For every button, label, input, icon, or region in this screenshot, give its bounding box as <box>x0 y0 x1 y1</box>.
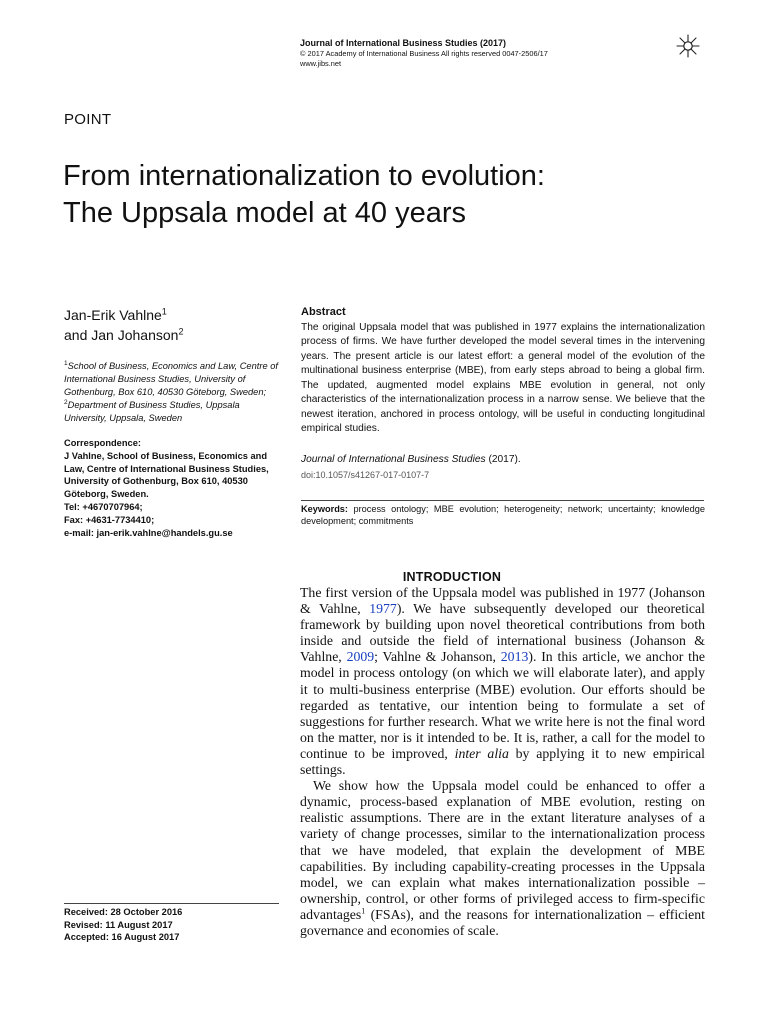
journal-header <box>300 38 660 68</box>
keywords-divider <box>301 500 704 501</box>
intro-p1-italic: inter alia <box>454 745 509 761</box>
article-dates <box>64 906 182 944</box>
intro-p1-text-e: by applying it to new empirical settings. <box>300 745 705 778</box>
intro-p1-text-b: ). We have subsequently developed our theoretical framework by building upon novel theoretical contributions from both inside and outside the field of international business (Johanson & Vahlne, <box>300 601 705 665</box>
affiliations <box>64 360 284 424</box>
reference-link-2009[interactable]: 2009 <box>346 649 375 665</box>
intro-p2-text-b: (FSAs), and the reasons for internationalization – efficient governance and economies of scale. <box>300 906 705 938</box>
affiliation-1-text: School of Business, Economics and Law, Centre of International Business Studies, University of Gothenburg, Box 610, 40530 Göteborg, Sweden; <box>64 361 278 397</box>
author-1-affiliation-mark: 1 <box>161 306 167 317</box>
intro-p2-text-a: We show how the Uppsala model could be enhanced to offer a dynamic, process-based explanation of MBE evolution, resting on realistic assumptions. There are in the extant literature analyses of a variety of change processes, similar to the internationalization process that we have modeled, that explain the development of MBE capabilities. By including capability-creating processes in the Uppsala model, we can explain what makes internationalization possible – ownership, control, or other forms of privileged access to firm-specific advantages <box>300 778 705 922</box>
intro-p1-text-a: The first version of the Uppsala model was published in 1977 (Johanson & Vahlne, <box>300 585 705 617</box>
abstract-heading: Abstract <box>301 306 346 318</box>
abstract-text: The original Uppsala model that was published in 1977 explains the internationalization process of firms. We have further developed the model several times in the intervening years. The present article is our latest effort: a general model of the evolution of the multinational business enterprise (MBE), from early steps abroad to being a global firm. The updated, augmented model explains MBE evolution in general, not only characteristics of the internationalization process in a narrow sense. We believe that the newest iteration, anchored in process ontology, will be useful in conducting longitudinal empirical studies. <box>301 322 705 435</box>
keywords-list: process ontology; MBE evolution; heterogeneity; network; uncertainty; knowledge development; commitments <box>301 504 705 526</box>
author-1-name: Jan-Erik Vahlne <box>64 307 162 323</box>
accepted-date: Accepted: 16 August 2017 <box>64 932 180 943</box>
footnote-1-mark[interactable]: 1 <box>361 906 366 916</box>
title-line-1: From internationalization to evolution: <box>63 160 545 192</box>
citation-year: (2017). <box>485 454 521 465</box>
doi-link[interactable]: doi:10.1057/s41267-017-0107-7 <box>301 470 430 480</box>
correspondence-fax: Fax: +4631-7734410; <box>64 514 155 525</box>
keywords-label: Keywords: <box>301 504 348 514</box>
intro-p1-text-d: ). In this article, we anchor the model in process ontology (on which we will elaborate later), and apply it to multi-business enterprise (MBE) evolution. Our efforts should be regarded as tentative, our intention being to formulate a set of suggestions for further research. What we write here is not the final word on the matter, nor is it intended to be. It is, rather, a call for the model to continue to be improved, <box>300 649 705 761</box>
keywords <box>301 504 705 528</box>
correspondence-tel: Tel: +4670707964; <box>64 502 143 513</box>
affiliation-2-mark: 2 <box>64 398 68 406</box>
intro-paragraph-1 <box>300 585 705 778</box>
jibs-burst-logo-icon <box>676 34 700 58</box>
reference-link-2013[interactable]: 2013 <box>500 649 529 665</box>
introduction-heading: INTRODUCTION <box>402 570 502 584</box>
journal-name: Journal of International Business Studies (2017) <box>300 38 507 48</box>
correspondence-heading: Correspondence: <box>64 438 141 448</box>
affiliation-2-text: Department of Business Studies, Uppsala University, Uppsala, Sweden <box>64 399 240 423</box>
intro-paragraph-2 <box>300 778 705 939</box>
author-2-affiliation-mark: 2 <box>178 326 184 337</box>
copyright-line: © 2017 Academy of International Business All rights reserved 0047-2506/17 <box>300 49 548 59</box>
introduction-body <box>300 585 705 939</box>
correspondence-email-link[interactable]: e-mail: jan-erik.vahlne@handels.gu.se <box>64 527 233 538</box>
abstract-citation <box>301 454 521 465</box>
dates-divider <box>64 903 279 904</box>
correspondence-address: J Vahlne, School of Business, Economics and Law, Centre of International Business Studies, University of Gothenburg, Box 610, 40530 Göteborg, Sweden. <box>64 450 269 500</box>
received-date: Received: 28 October 2016 <box>64 907 183 917</box>
citation-journal: Journal of International Business Studies <box>301 454 486 465</box>
author-list <box>64 305 183 346</box>
article-type-label: POINT <box>64 111 112 128</box>
journal-website-link[interactable]: www.jibs.net <box>300 58 342 68</box>
revised-date: Revised: 11 August 2017 <box>64 919 173 930</box>
affiliation-1-mark: 1 <box>64 360 68 367</box>
intro-p1-text-c: ; Vahlne & Johanson, <box>374 649 501 665</box>
reference-link-1977[interactable]: 1977 <box>369 601 397 617</box>
article-title <box>63 158 703 232</box>
correspondence-block <box>64 437 286 540</box>
author-2-name: and Jan Johanson <box>64 327 179 344</box>
title-line-2: The Uppsala model at 40 years <box>63 197 466 230</box>
